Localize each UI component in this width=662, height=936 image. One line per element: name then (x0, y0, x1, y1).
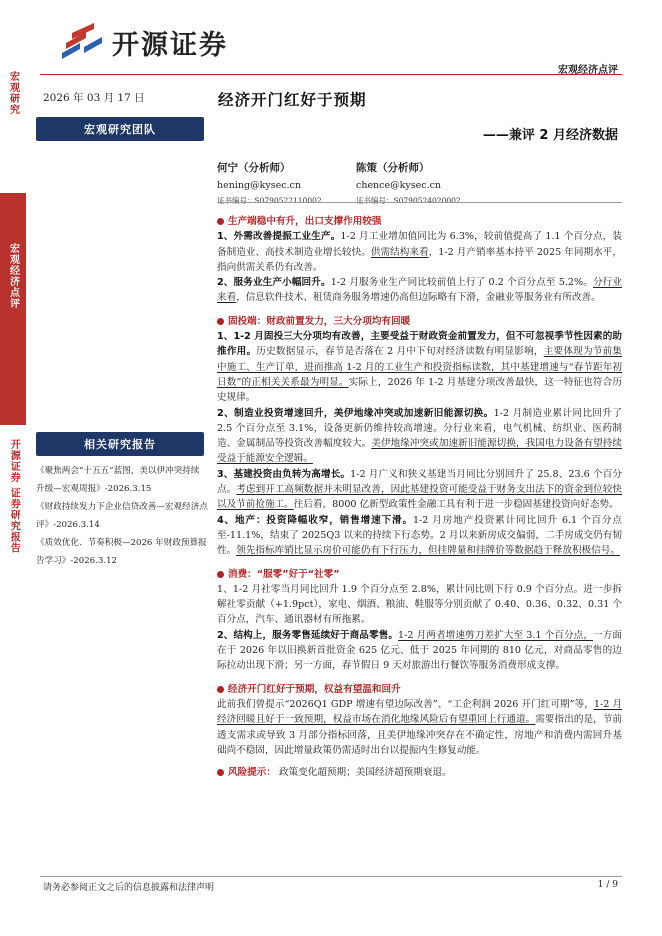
bold-lead: 2、结构上，服务零售延续好于商品零售。 (217, 629, 399, 641)
paragraph-text: 历史数据显示，春节是否落在 2 月中下旬对经济读数有明显影响， (256, 346, 544, 358)
underlined-text: 考虑到开工高频数据并未明显改善，因此基建投资可能受益于财务支出法下的资金到位较快以及节前抢施工。 (217, 484, 623, 511)
paragraph (217, 697, 622, 758)
section-heading-text: 经济开门红好于预期，权益有望温和回升 (228, 683, 401, 695)
bold-lead: 2、服务业生产小幅回升。 (217, 277, 331, 289)
risk-text: 政策变化超预期；美国经济超预期衰退。 (278, 767, 452, 779)
paragraph (217, 628, 622, 674)
section-heading (217, 567, 622, 582)
analyst-cert: 证书编号：S0790524020002 (356, 196, 461, 205)
paragraph-text: 1-2 月服务业生产同比较前值上行了 0.2 个百分点至 5.2%。 (330, 277, 593, 289)
team-label: 宏观研究团队 (36, 117, 204, 141)
bullet-icon (217, 769, 224, 776)
related-reports-list (36, 462, 208, 570)
related-report-item[interactable]: 《财政持续发力下企业信贷改善—宏观经济点评》-2026.3.14 (36, 502, 208, 530)
section-heading-text: 生产端稳中有升，出口支撑作用较强 (228, 216, 382, 227)
underlined-text: 1-2 月两者增速剪刀差扩大至 3.1 个百分点， (398, 629, 594, 641)
report-subtitle: ——兼评 2 月经济数据 (482, 128, 618, 143)
analyst-divider (217, 202, 622, 203)
underlined-text: 分行业来看 (217, 277, 622, 304)
risk-label: 风险提示： (228, 767, 276, 779)
report-date: 2026 年 03 月 17 日 (43, 92, 145, 104)
analyst-email[interactable]: chence@kysec.cn (356, 180, 442, 191)
related-report-item[interactable]: 《聚焦两会“十五五”蓝图，美以伊冲突持续升级—宏观周报》-2026.3.15 (36, 466, 200, 494)
side-strip-top-text: 宏观研究 (7, 71, 19, 115)
bold-lead: 1、1-2 月固投三大分项均有改善，主要受益于财政资金前置发力，但不可忽视季节性因素的助推作用。 (217, 331, 622, 358)
underlined-text: 美伊地缘冲突或加速新旧能源切换，我国电力设备有望持续受益于能源安全逻辑。 (217, 438, 623, 465)
underlined-text: 供需结构来看 (370, 246, 429, 258)
side-strip-top (0, 65, 26, 180)
analyst-name: 何宁（分析师） (217, 162, 291, 174)
analyst-card (217, 160, 322, 206)
paragraph (217, 513, 622, 559)
analyst-name: 陈策（分析师） (356, 162, 430, 174)
section-heading (217, 682, 622, 697)
paragraph-text: ，1-2 月产销率基本持平 2025 年同期水平，指向供需关系仍有改善。 (217, 246, 623, 273)
bold-lead: 3、基建投资由负转为高增长。 (217, 468, 351, 480)
section-heading-text: 固投端：财政前置发力，三大分项均有回暖 (228, 315, 411, 327)
related-report-item[interactable]: 《质效优化、节奏积极—2026 年财政预算报告学习》-2026.3.12 (36, 538, 207, 566)
risk-warning (217, 765, 622, 780)
analyst-email[interactable]: hening@kysec.cn (217, 180, 301, 191)
bold-lead: 4、地产：投资降幅收窄，销售增速下滑。 (217, 514, 413, 526)
paragraph-text: 1-2 月工业增加值同比为 6.3%，较前值提高了 1.1 个百分点，装备制造业、高技术制造业增长较快。 (217, 231, 622, 258)
paragraph-text: 往后看，8000 亿新型政策性金融工具有利于进一步稳固基建投资向好态势。 (293, 499, 619, 511)
section-heading (217, 314, 622, 329)
underlined-text: 1-2 月经济回暖且好于一致预期，权益市场在消化地缘风险后有望重回上行通道。 (217, 698, 622, 726)
paragraph (217, 582, 622, 628)
underlined-text: 领先指标库销比显示房价可能仍有下行压力，但挂牌量和挂牌价等数据趋于释放积极信号。 (236, 545, 620, 557)
paragraph-text: 实际上，2026 年 1-2 月基建分项改善最快，这一特征也符合历史规律。 (217, 376, 622, 404)
bullet-icon (217, 571, 224, 578)
footer-disclaimer: 请务必参阅正文之后的信息披露和法律声明 (43, 883, 215, 893)
section-label: 宏观经济点评 (558, 65, 618, 76)
side-strip-middle-text: 宏观经济点评 (7, 243, 19, 309)
paragraph (217, 275, 622, 306)
page-number: 1 / 9 (597, 880, 618, 890)
paragraph (217, 329, 622, 405)
paragraph-text: 1-2 月广义和狭义基建当月同比分别回升了 25.8、23.6 个百分点。 (217, 468, 622, 496)
paragraph-text: 1-2 月房地产投资累计同比回升 6.1 个百分点至-11.1%，结束了 2025Q3 以来的持续下行态势。2 月以来新房成交偏弱，二手房成交仍有韧性。 (217, 514, 622, 557)
paragraph-text: 1-2 月制造业累计同比回升了 2.5 个百分点至 3.1%，设备更新仍维持较高增速。分行业来看，电气机械、纺织业、医药制造、金属制品等投资改善幅度较大。 (217, 407, 622, 450)
paragraph (217, 467, 622, 513)
bullet-icon (217, 686, 224, 693)
section-heading-text: 消费：“服零”好于“社零” (228, 568, 340, 580)
side-strip-bottom (0, 425, 26, 890)
related-reports-heading: 相关研究报告 (36, 432, 204, 456)
bullet-icon (217, 318, 224, 325)
paragraph-text: 需要指出的是，节前透支需求或导致 3 月部分指标回落，且美伊地缘冲突存在不确定性，房地产和消费内需回升基础尚不稳固，因此增量政策仍需适时出台以提振内生修复动能。 (217, 714, 623, 756)
report-body (217, 211, 622, 780)
paragraph-text: 1、1-2 月社零当月同比回升 1.9 个百分点至 2.8%，累计同比则下行 0.9 个百分点。进一步拆解社零贡献（+1.9pct），家电、烟酒、粮油、鞋服等分别贡献了 0.40、0.36、0.32、0.31 个百分点，汽车、通讯器材有所拖累。 (217, 583, 622, 626)
brand-name: 开源证券 (112, 29, 228, 61)
report-title: 经济开门红好于预期 (218, 91, 367, 109)
side-strip-middle (0, 193, 26, 425)
bold-lead: 2、制造业投资增速回升，美伊地缘冲突或加速新旧能源切换。 (217, 407, 494, 419)
company-logo (58, 22, 228, 62)
analyst-cert: 证书编号：S0790522110002 (217, 196, 322, 205)
underlined-text: 主要体现为节前集中施工、生产订单，进而推高 1-2 月的工业生产和投资指标读数，其中基建增速与“春节距年初日数”的正相关关系最为明显。 (217, 346, 623, 388)
side-strip-bottom-text: 开源证券 证券研究报告 (8, 439, 20, 554)
bullet-icon (217, 218, 224, 225)
bold-lead: 1、外需改善提振工业生产。 (217, 231, 341, 243)
logo-mark-icon (58, 23, 104, 61)
section-heading (217, 214, 622, 229)
paragraph-text: ，信息软件技术、租赁商务服务增速仍高但边际略有下滑，金融业等服务业有所改善。 (236, 292, 601, 304)
paragraph-text: 此前我们曾提示“2026Q1 GDP 增速有望边际改善”、“工企利润 2026 开门红可期”等， (217, 698, 594, 710)
paragraph (217, 229, 622, 275)
paragraph-text: 一方面在于 2026 年以旧换新首批资金 625 亿元、低于 2025 年同期的 810 亿元，对商品零售的边际拉动出现下滑；另一方面，春节假日 9 天对旅游出行餐饮等服务消费形成支撑。 (217, 629, 623, 672)
analyst-card (356, 160, 461, 206)
paragraph (217, 406, 622, 467)
footer-rule (40, 876, 622, 877)
header-rule (40, 74, 622, 75)
